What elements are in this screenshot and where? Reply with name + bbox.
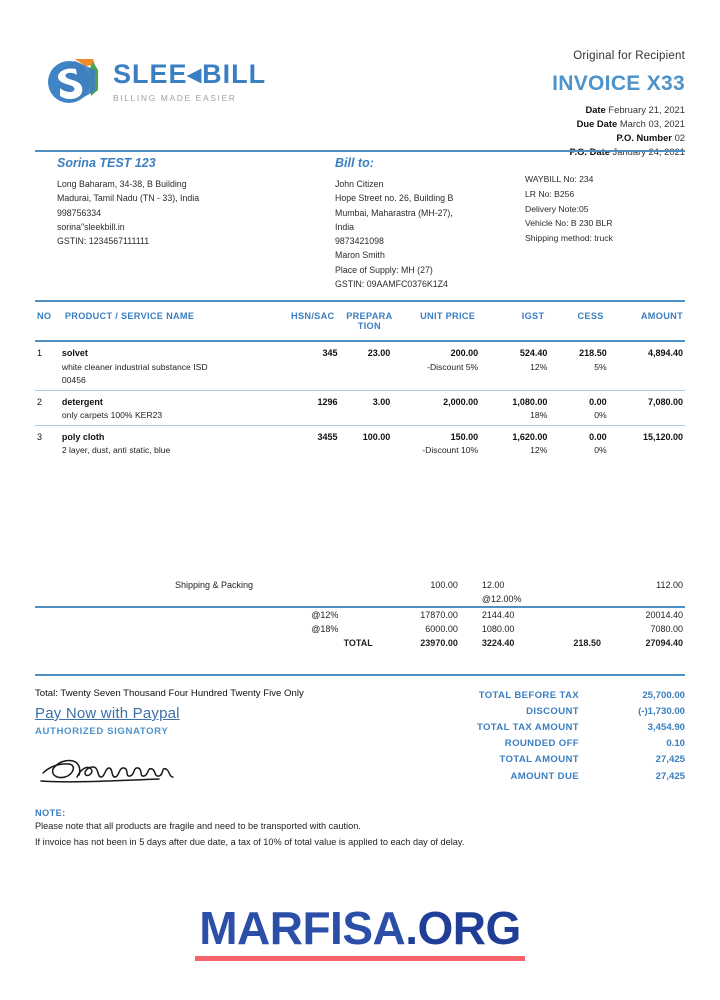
- col-header-preparation: [338, 306, 400, 341]
- total-amount-row: [385, 752, 685, 768]
- note-line: Please note that all products are fragile and need to be transported with caution.: [35, 821, 361, 831]
- brand-name-part2: BILL: [202, 59, 267, 89]
- row-name: poly cloth: [61, 426, 277, 444]
- row-no: 1: [37, 348, 43, 358]
- invoice-meta-date-value: February 21, 2021: [608, 104, 685, 116]
- total-amount-value: 27,425: [655, 754, 685, 766]
- table-row-detail: [35, 359, 685, 373]
- shipping-vehicle-no: Vehicle No: B 230 BLR: [525, 218, 613, 229]
- invoice-meta-due-date-label: Due Date: [576, 118, 618, 130]
- col-header-unit-price: UNIT PRICE: [420, 311, 476, 321]
- discount-row: [385, 704, 685, 720]
- seller-phone: 998756334: [57, 207, 102, 218]
- total-amount-label: TOTAL AMOUNT: [499, 754, 579, 766]
- items-table-wrapper: [35, 306, 685, 460]
- amount-due-value: 27,425: [655, 770, 685, 782]
- invoice-meta-po-date: [552, 145, 685, 159]
- invoice-meta-due-date-value: March 03, 2021: [619, 118, 685, 130]
- invoice-meta-po-number-label: P.O. Number: [616, 132, 672, 144]
- col-header-igst: IGST: [521, 311, 545, 321]
- tax-cess-12: [549, 607, 605, 622]
- note-section: [35, 808, 685, 850]
- invoice-meta-due-date: [552, 117, 685, 131]
- row-spacer: [277, 359, 339, 373]
- row-hsn: 3455: [277, 426, 339, 444]
- rounded-off-label: ROUNDED OFF: [504, 738, 579, 750]
- row-amount: 7,080.00: [608, 391, 685, 409]
- row-description: 2 layer, dust, anti static, blue: [61, 445, 171, 455]
- summary-table-wrapper: [35, 578, 685, 650]
- row-cess-percent: 5%: [594, 362, 607, 372]
- divider-header: [35, 150, 685, 152]
- summary-total-amount: 27094.40: [645, 638, 683, 648]
- row-spacer: [608, 408, 685, 426]
- invoice-footer: [35, 688, 685, 796]
- total-before-tax-row: [385, 688, 685, 704]
- shipping-packing-total: 112.00: [656, 580, 683, 590]
- bill-to-address-line: Mumbai, Maharastra (MH-27),: [335, 207, 453, 218]
- brand-tagline: BILLING MADE EASIER: [113, 93, 237, 103]
- row-cess: 0.00: [548, 391, 607, 409]
- shipping-packing-base: 100.00: [430, 580, 458, 590]
- shipping-lr-no: LR No: B256: [525, 188, 575, 199]
- table-row-detail: [35, 443, 685, 460]
- row-amount: 15,120.00: [608, 426, 685, 444]
- tax-amount-18: 1080.00: [481, 624, 515, 634]
- col-header-preparation-line1: PREPARA: [346, 311, 393, 321]
- row-igst-percent: 12%: [530, 445, 548, 455]
- discount-label: DISCOUNT: [526, 706, 579, 718]
- rounded-off-row: [385, 736, 685, 752]
- row-hsn: 345: [322, 348, 338, 358]
- row-description: only carpets 100% KER23: [61, 410, 163, 420]
- row-spacer: [307, 592, 383, 607]
- row-spacer: [35, 622, 307, 636]
- discount-value: (-)1,730.00: [638, 706, 685, 718]
- summary-table: [35, 578, 685, 650]
- col-header-amount: AMOUNT: [640, 311, 683, 321]
- col-header-preparation-line2: TION: [357, 321, 381, 331]
- row-amount: 4,894.40: [647, 348, 683, 358]
- row-spacer: [338, 443, 400, 460]
- shipping-packing-rate: [307, 578, 383, 592]
- items-table-head: [35, 306, 685, 341]
- row-preparation: 23.00: [367, 348, 391, 358]
- summary-total-tax: 3224.40: [481, 638, 515, 648]
- invoice-meta-date-label: Date: [585, 104, 606, 116]
- table-row: [35, 341, 685, 359]
- row-spacer: [608, 359, 685, 373]
- amount-in-words: Total: Twenty Seven Thousand Four Hundred Twenty Five Only: [35, 688, 304, 699]
- row-cess: 218.50: [579, 348, 607, 358]
- invoice-header-right: [552, 48, 685, 160]
- row-spacer: [35, 359, 61, 373]
- row-cess: 0.00: [548, 426, 607, 444]
- sleekbill-logo-icon: [45, 56, 101, 108]
- bill-to-address-line: Hope Street no. 26, Building B: [335, 193, 454, 204]
- shipping-delivery-note: Delivery Note:05: [525, 203, 589, 214]
- marfisa-watermark: [0, 902, 720, 961]
- original-for-recipient: Original for Recipient: [573, 50, 685, 62]
- row-spacer: [338, 408, 400, 426]
- watermark-text-main: MARFISA: [199, 902, 406, 954]
- row-unit-price: 150.00: [400, 426, 479, 444]
- total-before-tax-value: 25,700.00: [642, 690, 685, 701]
- table-row: [35, 391, 685, 409]
- totals-block: [385, 688, 685, 785]
- seller-email: sorina"sleekbill.in: [57, 221, 125, 232]
- row-spacer: [383, 592, 462, 607]
- row-spacer: [35, 443, 61, 460]
- pay-now-with-paypal-link[interactable]: Pay Now with Paypal: [35, 705, 180, 722]
- bill-to-block: [335, 156, 525, 291]
- bill-to-contact: Maron Smith: [335, 250, 385, 261]
- col-header-cess: CESS: [577, 311, 604, 321]
- seller-block: [57, 156, 337, 248]
- watermark-underline-bar: [195, 956, 525, 961]
- watermark-text: [0, 902, 720, 954]
- invoice-meta-date: [552, 103, 685, 117]
- brand-logo: [45, 56, 266, 108]
- divider-items-top: [35, 300, 685, 302]
- amount-due-row: [385, 769, 685, 785]
- bill-to-country: India: [335, 221, 355, 232]
- row-preparation: 100.00: [338, 426, 400, 444]
- table-row-detail: [35, 408, 685, 426]
- row-no: 3: [35, 426, 61, 444]
- tax-rate-row-12: [35, 607, 685, 622]
- row-igst: 1,620.00: [479, 426, 548, 444]
- authorized-signatory-label: AUTHORIZED SIGNATORY: [35, 726, 169, 737]
- note-title: NOTE:: [35, 808, 66, 818]
- row-spacer: [549, 592, 605, 607]
- tax-rate-row-18: [35, 622, 685, 636]
- row-igst-percent: 18%: [530, 410, 548, 420]
- summary-table-body: [35, 578, 685, 650]
- row-name: solvet: [61, 348, 88, 358]
- row-spacer: [605, 592, 685, 607]
- items-table-body: [35, 341, 685, 460]
- tax-base-18: 6000.00: [425, 624, 458, 634]
- shipping-tax-rate: @12.00%: [481, 594, 522, 604]
- shipping-tax-rate-row: [35, 592, 685, 607]
- row-spacer: [608, 443, 685, 460]
- row-cess-percent: 0%: [594, 445, 607, 455]
- row-unit-price: 2,000.00: [400, 391, 479, 409]
- total-tax-amount-value: 3,454.90: [647, 722, 685, 734]
- summary-total-label: TOTAL: [343, 638, 373, 648]
- invoice-header: [35, 48, 685, 143]
- shipping-packing-row: [35, 578, 685, 592]
- summary-total-cess: 218.50: [573, 638, 601, 648]
- watermark-text-suffix: .ORG: [405, 902, 521, 954]
- row-no: 2: [35, 391, 61, 409]
- shipping-packing-tax: 12.00: [481, 580, 505, 590]
- tax-base-12: 17870.00: [383, 607, 462, 622]
- summary-total-base: 23970.00: [420, 638, 458, 648]
- row-name: detergent: [61, 391, 277, 409]
- bill-to-title: Bill to:: [335, 156, 374, 170]
- row-spacer: [338, 359, 400, 373]
- tax-amount-12: 2144.40: [462, 607, 549, 622]
- brand-name-part1: SLEE: [113, 59, 188, 89]
- items-table: [35, 306, 685, 460]
- bill-to-place-of-supply: Place of Supply: MH (27): [335, 264, 433, 275]
- tax-total-18: 7080.00: [650, 624, 683, 634]
- tax-rate-12: @12%: [307, 607, 383, 622]
- shipping-waybill-no: WAYBILL No: 234: [525, 174, 594, 184]
- col-header-name: PRODUCT / SERVICE NAME: [64, 311, 195, 321]
- brand-wordmark: [113, 61, 266, 103]
- bill-to-name: John Citizen: [335, 179, 384, 189]
- tax-total-12: 20014.40: [605, 607, 685, 622]
- row-spacer: [35, 636, 307, 650]
- rounded-off-value: 0.10: [666, 738, 685, 750]
- shipping-details-block: [525, 172, 695, 246]
- row-igst: 524.40: [519, 348, 548, 358]
- invoice-title: INVOICE X33: [552, 71, 685, 95]
- row-discount: -Discount 10%: [422, 445, 479, 455]
- amount-due-label: AMOUNT DUE: [510, 770, 579, 782]
- note-line: If invoice has not been in 5 days after due date, a tax of 10% of total value is applied to each day of delay.: [35, 837, 465, 848]
- total-before-tax-label: TOTAL BEFORE TAX: [478, 690, 579, 701]
- row-spacer: [35, 373, 61, 391]
- summary-total-row: [35, 636, 685, 650]
- brand-name: [113, 61, 266, 88]
- row-igst-percent: 12%: [530, 362, 548, 372]
- row-spacer: [277, 443, 339, 460]
- row-discount: [400, 408, 479, 426]
- row-spacer: [277, 408, 339, 426]
- row-description: white cleaner industrial substance ISD: [61, 362, 208, 372]
- seller-address-line: Madurai, Tamil Nadu (TN - 33), India: [57, 193, 200, 204]
- brand-k-glyph: ◂: [187, 59, 203, 89]
- row-hsn: 1296: [277, 391, 339, 409]
- seller-name: Sorina TEST 123: [57, 156, 156, 170]
- divider-footer-top: [35, 674, 685, 676]
- row-spacer: [277, 373, 685, 391]
- row-preparation: 3.00: [338, 391, 400, 409]
- tax-cess-18: [549, 622, 605, 636]
- seller-gstin: GSTIN: 1234567111111: [57, 236, 150, 246]
- table-row-detail: [35, 373, 685, 391]
- row-igst: 1,080.00: [479, 391, 548, 409]
- invoice-meta-po-number-value: 02: [674, 132, 685, 144]
- col-header-no: NO: [37, 311, 52, 321]
- row-description-extra: 00456: [61, 375, 86, 385]
- shipping-packing-cess: [549, 578, 605, 592]
- items-header-row: [35, 306, 685, 341]
- row-spacer: [35, 607, 307, 622]
- row-spacer: [35, 592, 307, 607]
- shipping-method: Shipping method: truck: [525, 233, 613, 244]
- row-discount: -Discount 5%: [427, 362, 479, 372]
- bill-to-phone: 9873421098: [335, 236, 384, 246]
- row-cess-percent: 0%: [594, 410, 607, 420]
- row-spacer: [35, 408, 61, 426]
- table-row: [35, 426, 685, 444]
- seller-address-line: Long Baharam, 34-38, B Building: [57, 179, 187, 189]
- bill-to-gstin: GSTIN: 09AAMFC0376K1Z4: [335, 278, 448, 289]
- row-unit-price: 200.00: [450, 348, 479, 358]
- total-tax-amount-label: TOTAL TAX AMOUNT: [476, 722, 579, 734]
- total-tax-amount-row: [385, 720, 685, 736]
- invoice-meta-po-number: [552, 131, 685, 145]
- tax-rate-18: @18%: [311, 624, 339, 634]
- shipping-packing-label: Shipping & Packing: [175, 580, 254, 590]
- col-header-hsn: HSN/SAC: [291, 311, 335, 321]
